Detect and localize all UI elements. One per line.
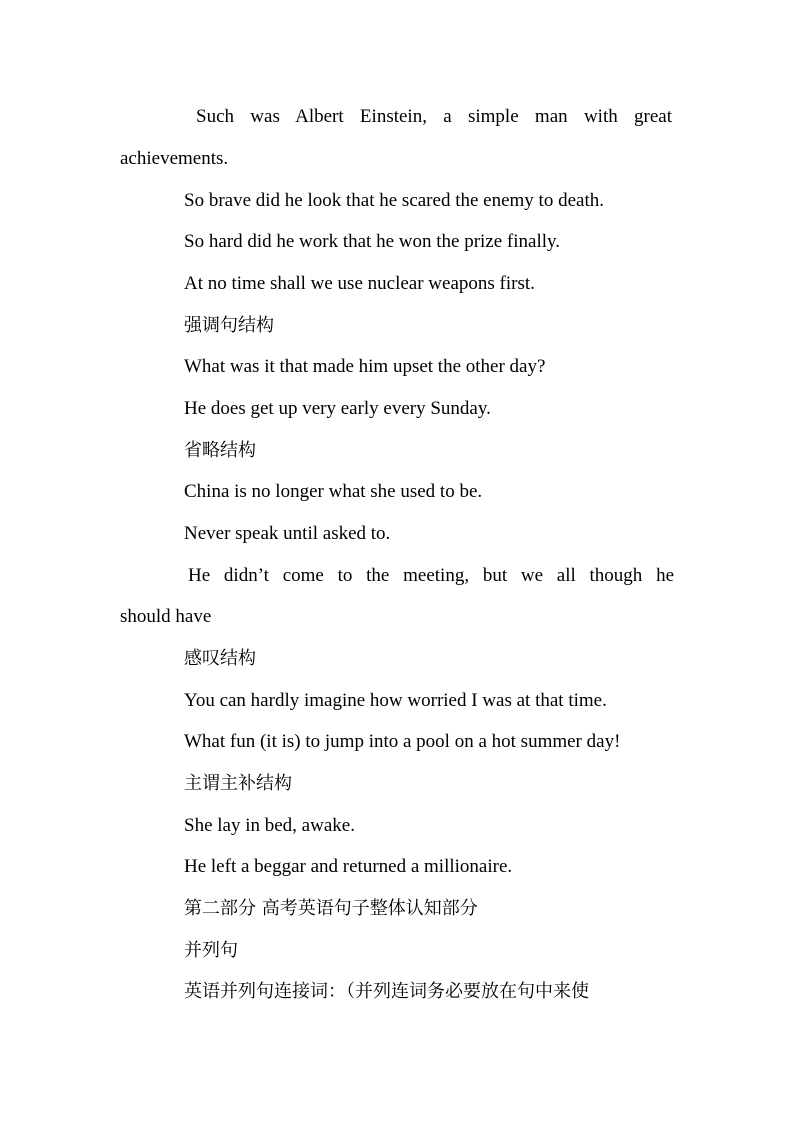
text-line: China is no longer what she used to be. <box>184 481 483 502</box>
text-line: At no time shall we use nuclear weapons first. <box>184 273 535 294</box>
text-line: So hard did he work that he won the prize finally. <box>184 231 561 252</box>
section-heading: 强调句结构 <box>184 315 274 336</box>
text-line: 英语并列句连接词：（并列连词务必要放在句中来使 <box>184 981 589 1002</box>
text-line: He didn’t come to the meeting, but we all though he <box>188 565 674 586</box>
text-line: should have <box>120 606 212 627</box>
text-line: Never speak until asked to. <box>184 523 391 544</box>
section-heading: 省略结构 <box>184 440 256 461</box>
text-line: What fun (it is) to jump into a pool on a hot summer day! <box>184 731 621 752</box>
text-line: What was it that made him upset the other day? <box>184 356 546 377</box>
text-line: So brave did he look that he scared the enemy to death. <box>184 190 604 211</box>
text-line: You can hardly imagine how worried I was at that time. <box>184 690 607 711</box>
section-heading: 感叹结构 <box>184 648 256 669</box>
text-line: He left a beggar and returned a millionaire. <box>184 856 513 877</box>
text-line: achievements. <box>120 148 229 169</box>
text-line: She lay in bed, awake. <box>184 815 355 836</box>
text-line: He does get up very early every Sunday. <box>184 398 491 419</box>
section-heading: 并列句 <box>184 940 238 961</box>
text-line: Such was Albert Einstein, a simple man with great <box>196 106 672 127</box>
part-heading: 第二部分 高考英语句子整体认知部分 <box>184 898 478 919</box>
section-heading: 主谓主补结构 <box>184 773 292 794</box>
